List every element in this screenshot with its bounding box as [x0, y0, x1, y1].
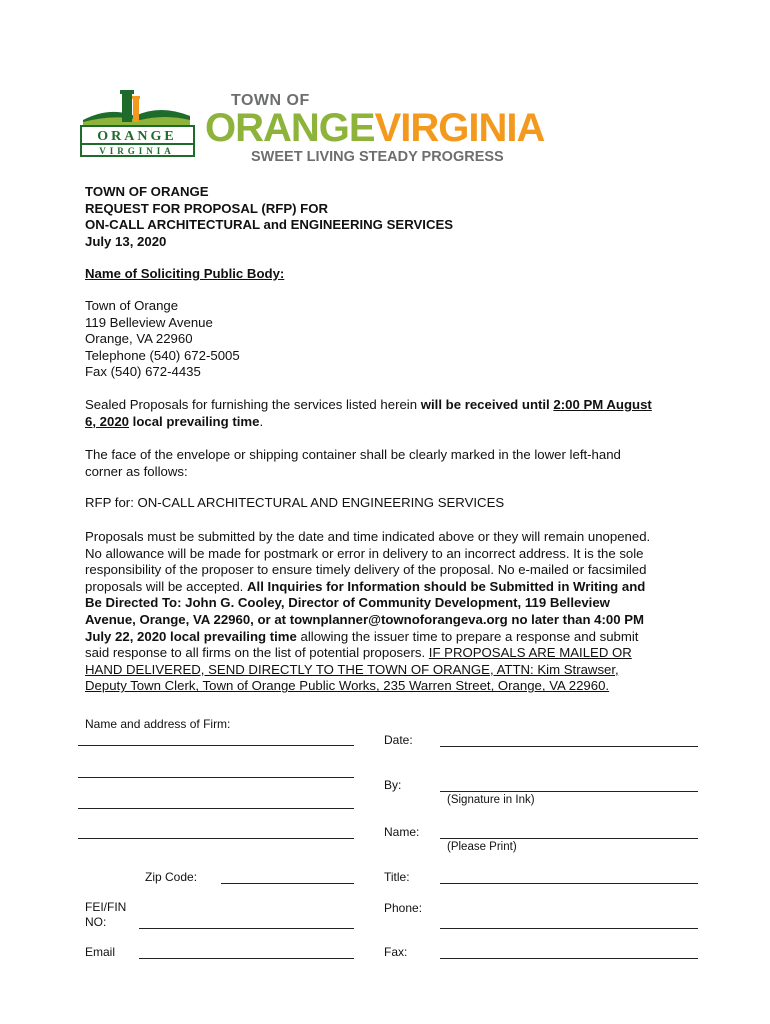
delivery-instructions: Deputy Town Clerk, Town of Orange Public Works, 235 Warren Street, Orange, VA 22960. [85, 678, 610, 694]
proposals-line: Proposals must be submitted by the date and time indicated above or they will remain unopened. [85, 529, 651, 544]
by-label: By: [384, 778, 402, 792]
header-line1: TOWN OF ORANGE [85, 184, 209, 199]
sealed-prevailing: local prevailing time [129, 413, 260, 429]
wordmark-orange: ORANGE [205, 106, 375, 150]
fax-field[interactable] [440, 958, 698, 959]
svg-text:ORANGE: ORANGE [97, 129, 177, 144]
seal-icon [80, 86, 195, 158]
envelope-line: corner as follows: [85, 463, 188, 479]
envelope-paragraph [85, 447, 695, 480]
print-hint: (Please Print) [447, 841, 517, 853]
wordmark-virginia: VIRGINIA [374, 106, 545, 150]
sealed-bold: will be received until [417, 397, 554, 412]
date-field[interactable] [440, 746, 698, 747]
soliciting-heading: Name of Soliciting Public Body: [85, 266, 285, 281]
title-field[interactable] [440, 883, 698, 884]
sealed-proposals-paragraph [85, 397, 695, 430]
fein-label-line2: NO: [85, 915, 107, 929]
inquiries-contact: Avenue, Orange, VA 22960, or at townplanner@townoforangeva.org no later than 4:00 PM [85, 611, 645, 627]
zip-label: Zip Code: [145, 870, 198, 884]
address-line: 119 Belleview Avenue [85, 314, 213, 330]
logo-town-of: TOWN OF [231, 92, 310, 109]
proposals-text: said response to all firms on the list of potential proposers. [85, 645, 429, 661]
sealed-deadline: 2:00 PM August [553, 397, 652, 412]
address-line: Orange, VA 22960 [85, 331, 193, 347]
delivery-instructions: IF PROPOSALS ARE MAILED OR [428, 645, 632, 661]
header-line2: REQUEST FOR PROPOSAL (RFP) FOR [85, 200, 329, 216]
rfp-header [85, 184, 695, 250]
signature-field[interactable] [440, 791, 698, 792]
envelope-line: The face of the envelope or shipping container shall be clearly marked in the lower left-hand [85, 447, 621, 462]
phone-label: Phone: [384, 901, 423, 915]
address-line: Telephone (540) 672-5005 [85, 347, 240, 363]
date-label: Date: [384, 733, 413, 747]
name-label: Name: [384, 825, 420, 839]
inquiries-contact: Be Directed To: John G. Cooley, Director of Community Development, 119 Belleview [85, 595, 610, 611]
fein-label-line1: FEI/FIN [85, 900, 127, 914]
delivery-instructions: HAND DELIVERED, SEND DIRECTLY TO THE TOWN OF ORANGE, ATTN: Kim Strawser, [85, 661, 619, 677]
inquiries-bold: All Inquiries for Information should be Submitted in Writing and [247, 578, 646, 594]
fein-field[interactable] [139, 928, 354, 929]
rfp-for-line: RFP for: ON-CALL ARCHITECTURAL AND ENGINEERING SERVICES [85, 495, 505, 510]
fein-label [85, 900, 126, 930]
title-label: Title: [384, 870, 410, 884]
sealed-period: . [259, 413, 264, 429]
proposals-line: No allowance will be made for postmark or error in delivery to an incorrect address. It is the sole [85, 545, 644, 561]
signature-hint: (Signature in Ink) [447, 794, 535, 806]
inquiries-deadline: July 22, 2020 local prevailing time [85, 628, 297, 644]
phone-field[interactable] [440, 928, 698, 929]
soliciting-address [85, 298, 695, 381]
town-seal-logo [80, 86, 195, 158]
firm-address-field-1[interactable] [78, 777, 354, 778]
email-label: Email [85, 945, 116, 959]
zip-field[interactable] [221, 883, 354, 884]
firm-address-field-2[interactable] [78, 808, 354, 809]
fax-label: Fax: [384, 945, 408, 959]
address-line: Fax (540) 672-4435 [85, 364, 201, 380]
firm-name-field[interactable] [78, 745, 354, 746]
logo-wordmark [205, 106, 544, 150]
sealed-text: Sealed Proposals for furnishing the services listed herein [85, 397, 418, 412]
sealed-deadline-date: 6, 2020 [85, 413, 129, 429]
header-date: July 13, 2020 [85, 233, 167, 249]
firm-label: Name and address of Firm: [85, 717, 231, 731]
address-line: Town of Orange [85, 298, 179, 313]
header-line3: ON-CALL ARCHITECTURAL and ENGINEERING SERVICES [85, 217, 454, 233]
proposals-line: responsibility of the proposer to ensure timely delivery of the proposal. No e-mailed or facsimiled [85, 562, 647, 578]
logo-tagline: SWEET LIVING STEADY PROGRESS [251, 149, 504, 165]
name-field[interactable] [440, 838, 698, 839]
proposals-text: allowing the issuer time to prepare a response and submit [296, 628, 639, 644]
proposals-text: proposals will be accepted. [85, 578, 248, 594]
svg-text:VIRGINIA: VIRGINIA [99, 146, 175, 156]
firm-address-field-3[interactable] [78, 838, 354, 839]
email-field[interactable] [139, 958, 354, 959]
proposals-paragraph [85, 529, 695, 695]
